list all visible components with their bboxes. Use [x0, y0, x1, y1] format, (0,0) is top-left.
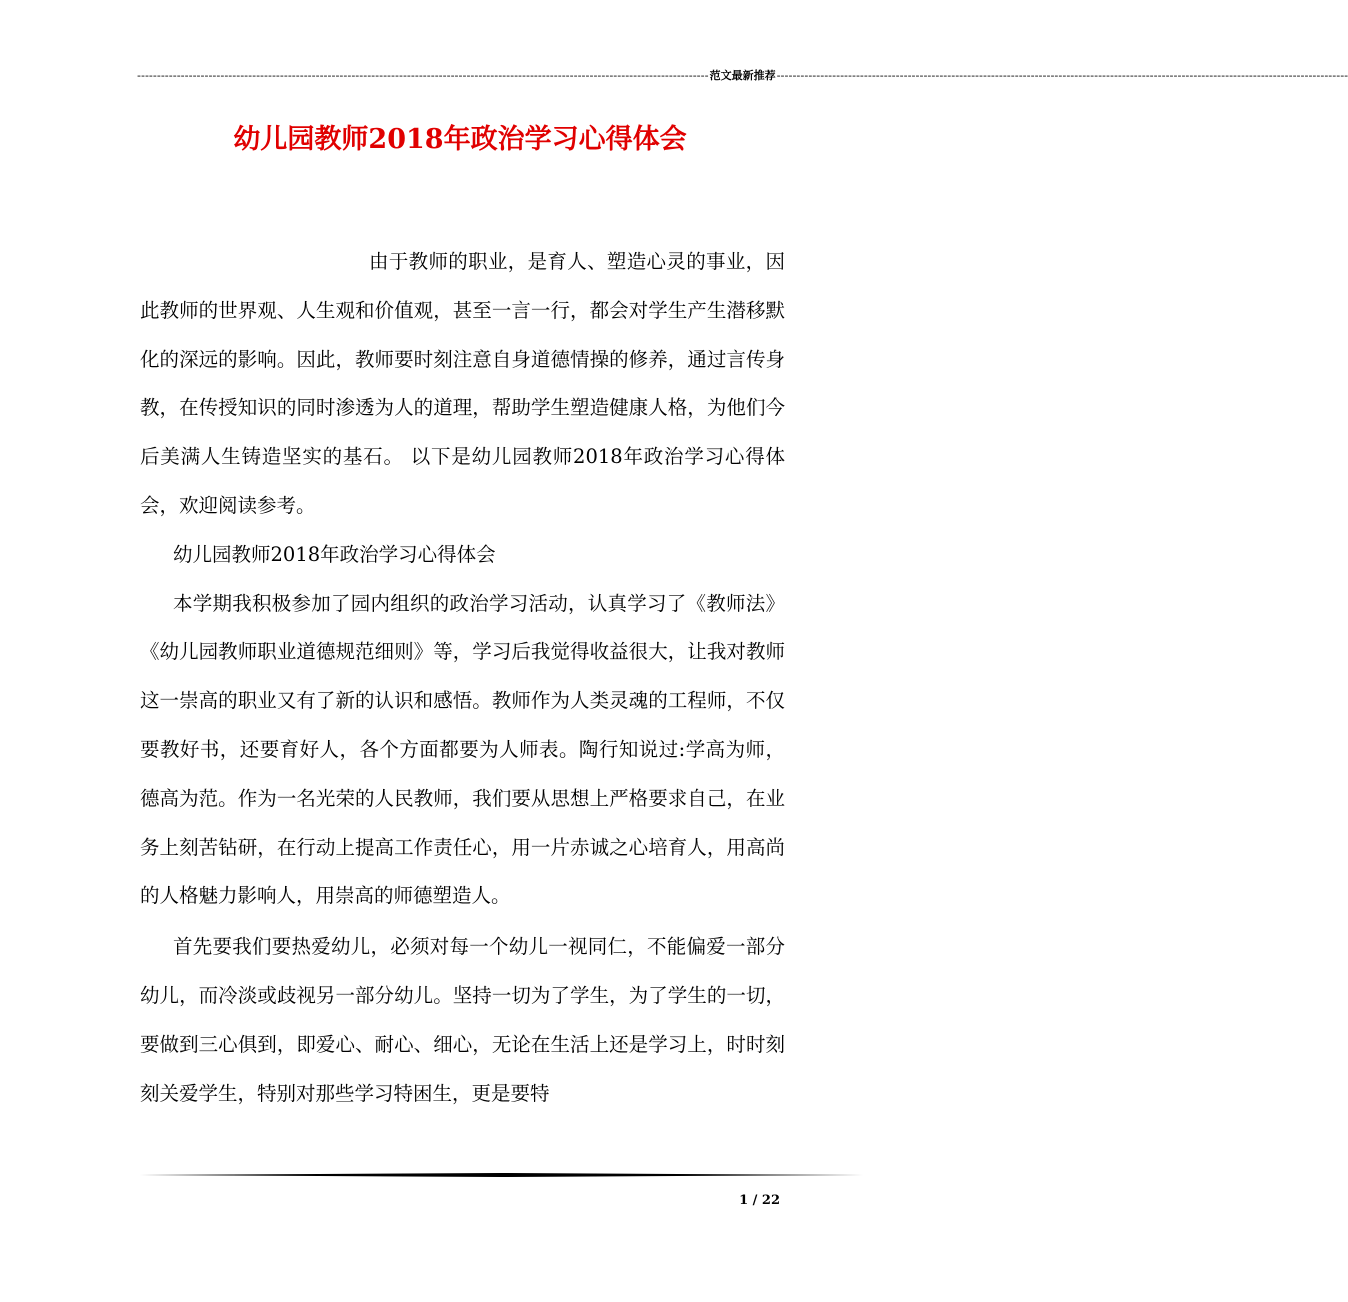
footer-rule: [140, 1173, 863, 1177]
page-header: [137, 66, 1348, 86]
section-heading: 幼儿园教师2018年政治学习心得体会: [173, 542, 496, 566]
body-paragraph: 本学期我积极参加了园内组织的政治学习活动，认真学习了《教师法》《幼儿园教师职业道德规范细则》等，学习后我觉得收益很大，让我对教师这一崇高的职业又有了新的认识和感悟。教师作为人类灵魂的工程师，不仅要教好书，还要育好人，各个方面都要为人师表。陶行知说过:学高为师，德高为范。作为一名光荣的人民教师，我们要从思想上严格要求自己，在业务上刻苦钻研，在行动上提高工作责任心，用一片赤诚之心培育人，用高尚的人格魅力影响人，用崇高的师德塑造人。: [140, 591, 785, 908]
page-number: 1 / 22: [739, 1193, 780, 1208]
header-dashes-right: ------------------------------------------------------------------------------------------------------------------------------------------------: [776, 69, 1348, 82]
intro-paragraph: 由于教师的职业，是育人、塑造心灵的事业，因此教师的世界观、人生观和价值观，甚至一言一行，都会对学生产生潜移默化的深远的影响。因此，教师要时刻注意自身道德情操的修养，通过言传身教，在传授知识的同时渗透为人的道理，帮助学生塑造健康人格，为他们今后美满人生铸造坚实的基石。 以下是幼儿园教师2018年政治学习心得体会，欢迎阅读参考。: [140, 250, 785, 517]
document-title: 幼儿园教师2018年政治学习心得体会: [233, 124, 687, 155]
body-paragraph: 首先要我们要热爱幼儿，必须对每一个幼儿一视同仁，不能偏爱一部分幼儿，而冷淡或歧视另一部分幼儿。坚持一切为了学生，为了学生的一切，要做到三心俱到，即爱心、耐心、细心，无论在生活上还是学习上，时时刻刻关爱学生，特别对那些学习特困生，更是要特: [140, 935, 785, 1105]
header-banner: 范文最新推荐: [709, 69, 776, 82]
document-body: [140, 238, 785, 1118]
header-dashes-left: ------------------------------------------------------------------------------------------------------------------------------------------------: [137, 69, 709, 82]
